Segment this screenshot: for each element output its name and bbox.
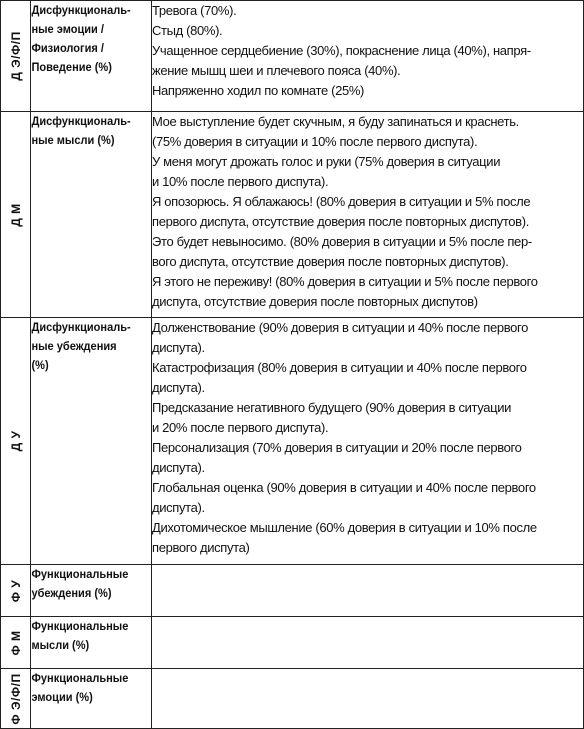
content-line: Напряженно ходил по комнате (25%) xyxy=(152,83,365,98)
row-functional-emotions xyxy=(1,669,584,729)
content-line: Долженствование (90% доверия в ситуации и 40% после первого xyxy=(152,320,528,335)
row-code-cell xyxy=(1,565,31,617)
row-label-line: эмоции (%) xyxy=(30,690,93,704)
row-label-line: Поведение (%) xyxy=(30,60,112,74)
row-label-line: ные эмоции / xyxy=(30,22,104,36)
content-line: Глобальная оценка (90% доверия в ситуации и 40% после первого xyxy=(152,480,536,495)
row-code-cell xyxy=(1,318,31,565)
content-line: Предсказание негативного будущего (90% доверия в ситуации xyxy=(152,400,512,415)
row-content-empty[interactable] xyxy=(152,669,584,729)
content-line: У меня могут дрожать голос и руки (75% доверия в ситуации xyxy=(152,154,501,169)
row-label-line: Функциональные xyxy=(30,619,128,633)
content-line: Стыд (80%). xyxy=(152,23,223,38)
row-dysfunctional-emotions xyxy=(1,1,584,112)
row-content-empty[interactable] xyxy=(152,565,584,617)
row-content xyxy=(152,112,584,318)
row-code-cell xyxy=(1,617,31,669)
row-code: Д М xyxy=(8,202,23,227)
row-label xyxy=(31,1,142,112)
row-label-line: (%) xyxy=(30,358,49,372)
content-line: и 10% после первого диспута). xyxy=(152,174,329,189)
content-line: Учащенное сердцебиение (30%), покраснение лица (40%), напря- xyxy=(152,43,531,58)
row-label-line: ные мысли (%) xyxy=(30,133,115,147)
content-line: Катастрофизация (80% доверия в ситуации и 40% после первого xyxy=(152,360,527,375)
row-code: Ф Э/Ф/П xyxy=(8,672,23,725)
row-label-line: убеждения (%) xyxy=(30,586,112,600)
row-label-line: Функциональные xyxy=(30,671,128,685)
content-line: первого диспута) xyxy=(152,540,250,555)
content-line: диспута, отсутствие доверия после повторных диспутов) xyxy=(152,294,478,309)
row-label-line: мысли (%) xyxy=(30,638,89,652)
content-line: жение мышц шеи и плечевого пояса (40%). xyxy=(152,63,401,78)
row-code-cell xyxy=(1,112,31,318)
row-label-line: Дисфункциональ- xyxy=(30,320,131,334)
row-label xyxy=(31,565,142,617)
content-line: Мое выступление будет скучным, я буду запинаться и краснеть. xyxy=(152,114,519,129)
row-dysfunctional-beliefs xyxy=(1,318,584,565)
row-label-line: Функциональные xyxy=(30,567,128,581)
content-line: и 20% после первого диспута). xyxy=(152,420,329,435)
row-label xyxy=(31,617,142,669)
row-label-line: Физиология / xyxy=(30,41,104,55)
content-line: Это будет невыносимо. (80% доверия в ситуации и 5% после пер- xyxy=(152,234,532,249)
row-label xyxy=(31,112,142,318)
row-code: Д Э/Ф/П xyxy=(8,31,23,81)
content-line: первого диспута, отсутствие доверия после повторных диспутов). xyxy=(152,214,529,229)
row-label-line: ные убеждения xyxy=(30,339,117,353)
content-line: Тревога (70%). xyxy=(152,3,237,18)
row-content xyxy=(152,318,584,565)
row-label xyxy=(31,318,142,565)
row-content xyxy=(152,1,584,112)
row-code: Ф М xyxy=(8,629,23,656)
content-line: (75% доверия в ситуации и 10% после первого диспута). xyxy=(152,134,478,149)
row-label-line: Дисфункциональ- xyxy=(30,3,131,17)
row-content-empty[interactable] xyxy=(152,617,584,669)
row-functional-beliefs xyxy=(1,565,584,617)
row-code: Д У xyxy=(8,430,23,452)
row-label-line: Дисфункциональ- xyxy=(30,114,131,128)
content-line: Дихотомическое мышление (60% доверия в ситуации и 10% после xyxy=(152,520,537,535)
content-line: вого диспута, отсутствие доверия после повторных диспутов). xyxy=(152,254,509,269)
content-line: диспута). xyxy=(152,460,205,475)
content-line: диспута). xyxy=(152,340,205,355)
content-line: Персонализация (70% доверия в ситуации и 20% после первого xyxy=(152,440,522,455)
row-code-cell xyxy=(1,669,31,729)
content-line: диспута). xyxy=(152,500,205,515)
content-line: Я этого не переживу! (80% доверия в ситуации и 5% после первого xyxy=(152,274,538,289)
row-code: Ф У xyxy=(8,579,23,602)
content-line: диспута). xyxy=(152,380,205,395)
content-line: Я опозорюсь. Я облажаюсь! (80% доверия в ситуации и 5% после xyxy=(152,194,531,209)
row-dysfunctional-thoughts xyxy=(1,112,584,318)
row-label xyxy=(31,669,142,729)
row-code-cell xyxy=(1,1,31,112)
row-functional-thoughts xyxy=(1,617,584,669)
